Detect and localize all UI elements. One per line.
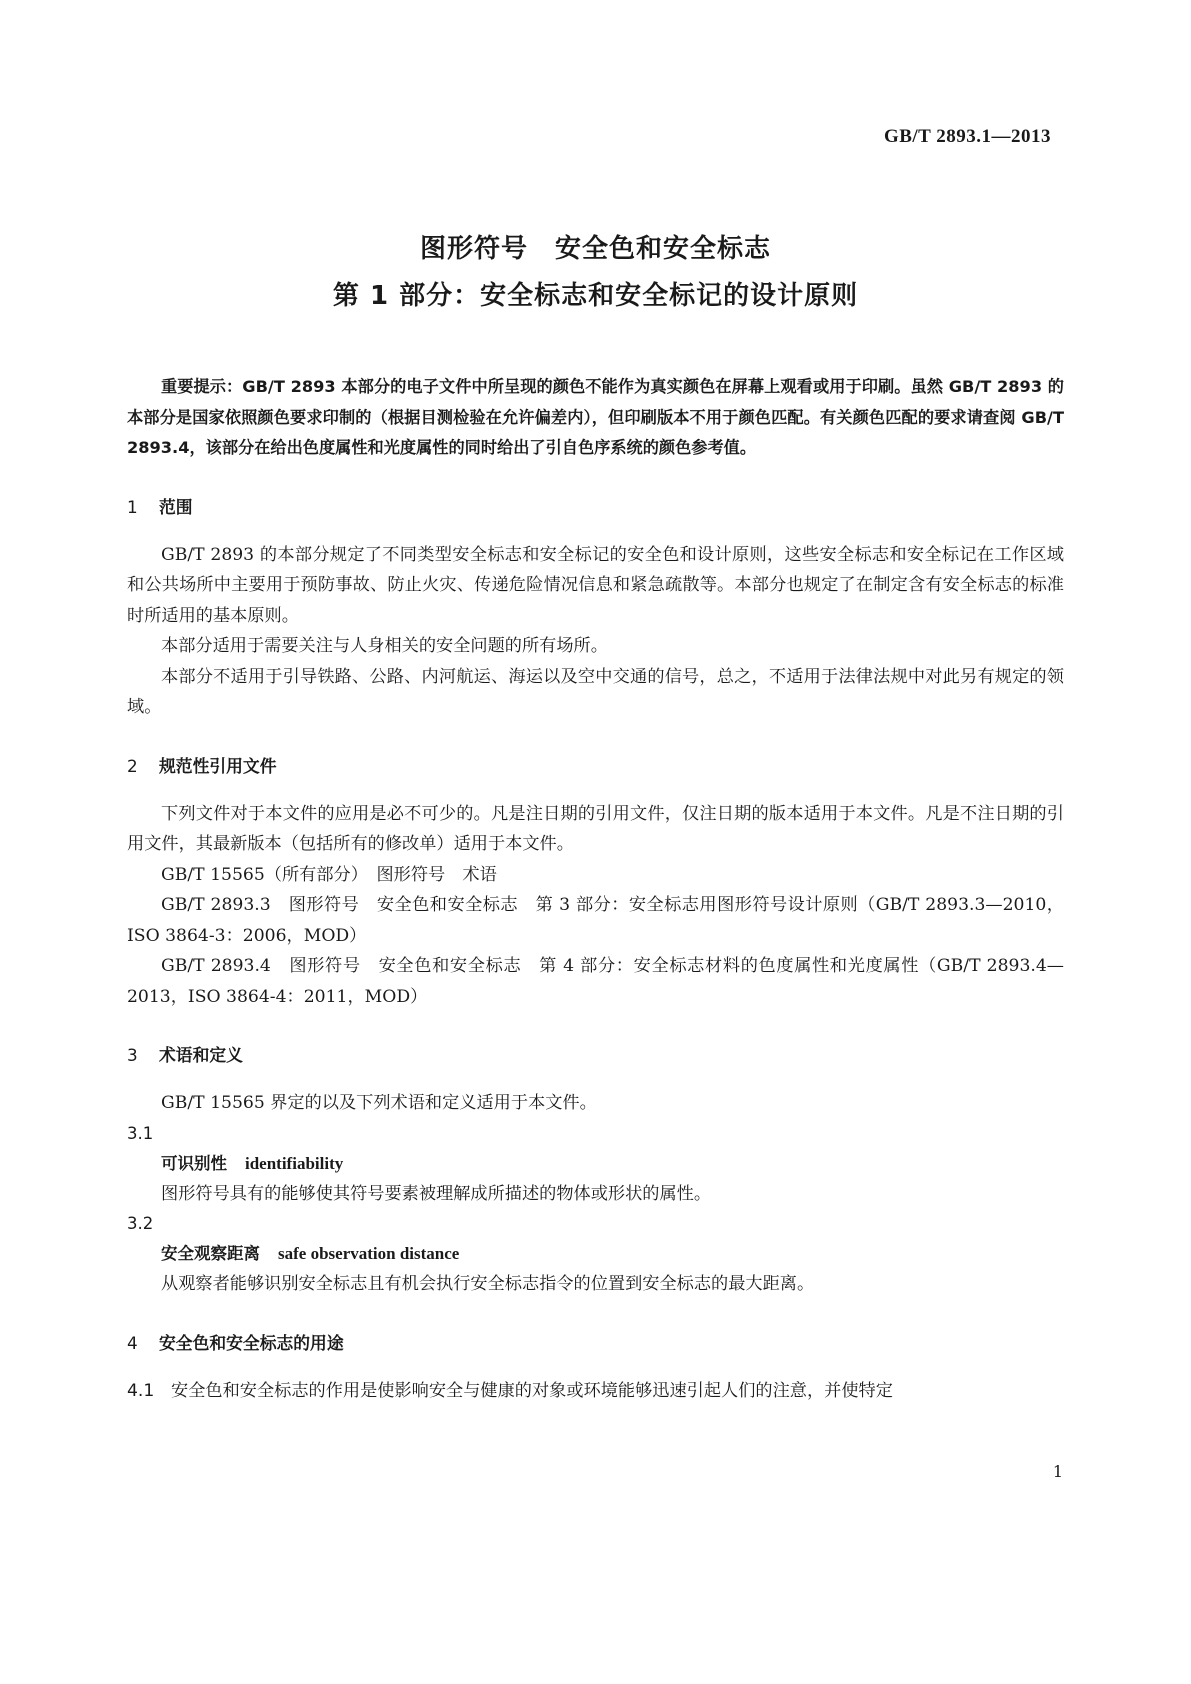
- section-1-para-2: 本部分适用于需要关注与人身相关的安全问题的所有场所。: [161, 636, 608, 656]
- term-1-name: [127, 1149, 1064, 1179]
- document-title-line1: 图形符号 安全色和安全标志: [419, 234, 771, 264]
- section-2-title: 规范性引用文件: [159, 755, 277, 776]
- clause-4-1-number: 4.1: [127, 1380, 155, 1401]
- section-3-heading: [127, 1040, 1064, 1070]
- term-2-en: safe observation distance: [278, 1244, 460, 1263]
- term-2-definition: 从观察者能够识别安全标志且有机会执行安全标志指令的位置到安全标志的最大距离。: [161, 1274, 815, 1294]
- section-1-para-1: GB/T 2893 的本部分规定了不同类型安全标志和安全标记的安全色和设计原则，这些安全标志和安全标记在工作区域和公共场所中主要用于预防事故、防止火灾、传递危险情况信息和紧急疏散等。本部分也规定了在制定含有安全标志的标准时所适用的基本原则。: [127, 544, 1064, 626]
- document-title-line2: 第 1 部分：安全标志和安全标记的设计原则: [332, 281, 859, 311]
- section-2-intro: 下列文件对于本文件的应用是必不可少的。凡是注日期的引用文件，仅注日期的版本适用于本文件。凡是不注日期的引用文件，其最新版本（包括所有的修改单）适用于本文件。: [127, 803, 1064, 854]
- term-1-definition: 图形符号具有的能够使其符号要素被理解成所描述的物体或形状的属性。: [161, 1183, 712, 1204]
- term-1-en: identifiability: [245, 1153, 344, 1173]
- standard-code: GB/T 2893.1—2013: [883, 126, 1051, 147]
- normative-reference-2: GB/T 2893.3 图形符号 安全色和安全标志 第 3 部分：安全标志用图形符号设计原则（GB/T 2893.3—2010，ISO 3864-3：2006，MOD）: [127, 895, 1064, 946]
- term-2-zh: 安全观察距离: [161, 1244, 260, 1263]
- term-1-number: 3.1: [127, 1123, 154, 1143]
- term-2-name: [127, 1239, 1064, 1269]
- document-body: [127, 372, 1064, 1406]
- normative-reference-3: GB/T 2893.4 图形符号 安全色和安全标志 第 4 部分：安全标志材料的色度属性和光度属性（GB/T 2893.4—2013，ISO 3864-4：2011，MOD）: [127, 956, 1064, 1007]
- section-4-title: 安全色和安全标志的用途: [159, 1332, 344, 1353]
- section-3-number: 3: [127, 1045, 138, 1065]
- term-1-zh: 可识别性: [161, 1153, 227, 1173]
- clause-4-1-text: 安全色和安全标志的作用是使影响安全与健康的对象或环境能够迅速引起人们的注意，并使特定: [171, 1380, 893, 1401]
- normative-reference-1: GB/T 15565（所有部分） 图形符号 术语: [161, 864, 497, 885]
- section-1-para-3: 本部分不适用于引导铁路、公路、内河航运、海运以及空中交通的信号，总之，不适用于法律法规中对此另有规定的领域。: [127, 666, 1064, 717]
- section-4-heading: [127, 1328, 1064, 1358]
- section-1-heading: [127, 492, 1064, 522]
- section-1-title: 范围: [159, 496, 193, 517]
- section-3-intro: GB/T 15565 界定的以及下列术语和定义适用于本文件。: [161, 1093, 597, 1113]
- section-2-number: 2: [127, 755, 138, 776]
- section-3-title: 术语和定义: [159, 1045, 243, 1065]
- section-1-number: 1: [127, 496, 138, 517]
- section-4-number: 4: [127, 1332, 138, 1353]
- term-2-number: 3.2: [127, 1214, 154, 1233]
- important-notice: 重要提示：GB/T 2893 本部分的电子文件中所呈现的颜色不能作为真实颜色在屏幕上观看或用于印刷。虽然 GB/T 2893 的本部分是国家依照颜色要求印制的（根据目测检验在允许偏差内），但印刷版本不用于颜色匹配。有关颜色匹配的要求请查阅 GB/T 2893.4，该部分在给出色度属性和光度属性的同时给出了引自色序系统的颜色参考值。: [127, 377, 1064, 457]
- clause-4-1: [127, 1376, 1064, 1407]
- section-2-heading: [127, 751, 1064, 781]
- page-number: 1: [1052, 1462, 1063, 1481]
